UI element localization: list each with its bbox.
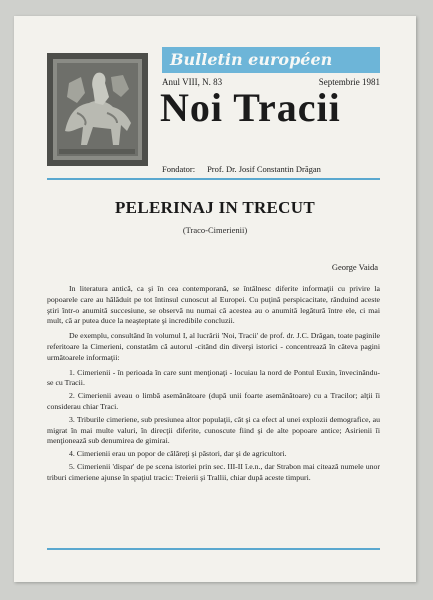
founder-label: Fondator: [162, 164, 196, 174]
article-title: PELERINAJ IN TRECUT [115, 198, 315, 217]
list-item: 2. Cimerienii aveau o limbă asemănătoare (după unii foarte asemănătoare) cu a Tracilor; alţii îi considerau chiar Traci. [47, 391, 380, 411]
thracian-rider-relief-image [47, 53, 148, 166]
header-divider [47, 178, 380, 180]
footer-divider [47, 548, 380, 550]
article-body [47, 284, 380, 486]
issue-number: Anul VIII, N. 83 [162, 77, 223, 87]
list-item: 5. Cimerienii 'dispar' de pe scena istoriei prin sec. III-II î.e.n., dar Strabon mai citează numele unor triburi cimeriene ajunse în spaţiul tracic: Treierii şi Trallii, chiar după aceste timpuri. [47, 461, 380, 482]
founder-line [162, 164, 382, 174]
paragraph: In literatura antică, ca şi în cea contemporană, se întâlnesc diferite informaţii cu privire la popoarele care au hălăduit pe tot întinsul cunoscut al Europei. Cu puţină perspicacitate, rânduind aceste ştiri într-o anumită succesiune, se observă nu numai că acestea au o anumită legătură între ele, ci mai mult, că ar putea duce la neaşteptate şi incredibile concluzii. [47, 284, 380, 326]
journal-title: Noi Tracii [160, 85, 341, 130]
list-item: 4. Cimerienii erau un popor de călăreţi şi păstori, dar şi de agricultori. [69, 449, 287, 459]
paragraph: De exemplu, consultând în volumul I, al lucrării 'Noi, Tracii' de prof. dr. J.C. Drăgan, toate paginile referitoare la Cimerieni, constatăm că autorul -citând din diverşi istorici - concentrează în câteva pagini următoarele informaţii: [47, 331, 380, 362]
relief-artwork [47, 53, 148, 166]
issue-date: Septembrie 1981 [318, 77, 380, 87]
article-author: George Vaida [331, 262, 378, 272]
list-item: 3. Triburile cimeriene, sub presiunea altor populaţii, cât şi ca efect al unei explozii demografice, au migrat în mai multe valuri, în direcţii diferite, cunoscute fiind şi de alte popoare antice; Asirienii îi menţionează sub denumirea de gimirai. [47, 414, 380, 446]
journal-page [14, 16, 416, 582]
list-item: 1. Cimerienii - în perioada în care sunt menţionaţi - locuiau la nord de Pontul Euxin, învecinându-se cu Tracii. [47, 367, 380, 388]
founder-name: Prof. Dr. Josif Constantin Drăgan [207, 164, 321, 174]
article-subtitle: (Traco-Cimerienii) [182, 225, 248, 235]
bulletin-banner: Bulletin européen [162, 47, 380, 73]
